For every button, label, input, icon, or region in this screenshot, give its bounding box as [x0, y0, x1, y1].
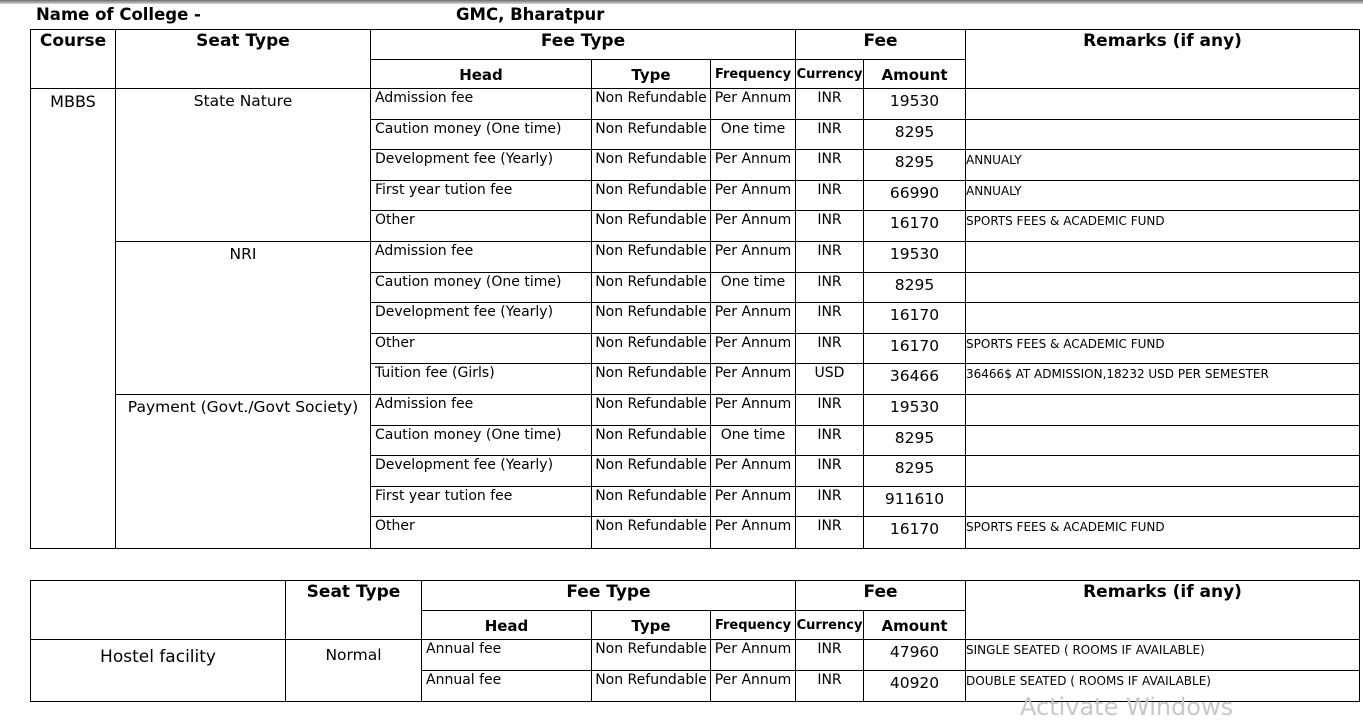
fee-remarks: SINGLE SEATED ( ROOMS IF AVAILABLE) [966, 640, 1360, 671]
fee-refund-type: Non Refundable [592, 640, 711, 671]
fee-frequency: Per Annum [711, 364, 796, 395]
fee-currency: INR [796, 119, 864, 150]
fee-head: Development fee (Yearly) [371, 456, 592, 487]
fee-frequency: Per Annum [711, 241, 796, 272]
hostel-fee-type-header: Fee Type [422, 581, 796, 611]
fee-amount: 36466 [864, 364, 966, 395]
fee-remarks [966, 394, 1360, 425]
table-row [31, 89, 1360, 120]
fee-currency: INR [796, 150, 864, 181]
fee-amount: 16170 [864, 517, 966, 549]
hostel-seat-type-cell: Normal [286, 640, 422, 702]
seat-type-cell: State Nature [116, 89, 371, 242]
fee-amount: 66990 [864, 180, 966, 211]
hostel-blank-header [31, 581, 286, 640]
hostel-fee-header: Fee [796, 581, 966, 611]
fee-currency: INR [796, 333, 864, 364]
hostel-seat-type-header: Seat Type [286, 581, 422, 640]
seat-type-cell: Payment (Govt./Govt Society) [116, 394, 371, 548]
fee-frequency: Per Annum [711, 486, 796, 517]
fee-amount: 16170 [864, 303, 966, 334]
fee-frequency: Per Annum [711, 303, 796, 334]
hostel-head-header: Head [422, 611, 592, 640]
fee-currency: INR [796, 241, 864, 272]
fee-refund-type: Non Refundable [592, 180, 711, 211]
hostel-remarks-header: Remarks (if any) [966, 581, 1360, 640]
fee-head: Development fee (Yearly) [371, 303, 592, 334]
fee-refund-type: Non Refundable [592, 517, 711, 549]
fee-amount: 8295 [864, 425, 966, 456]
fee-amount: 40920 [864, 671, 966, 702]
fee-remarks: 36466$ AT ADMISSION,18232 USD PER SEMESTER [966, 364, 1360, 395]
hostel-fee-table [30, 580, 1360, 702]
fee-remarks: SPORTS FEES & ACADEMIC FUND [966, 517, 1360, 549]
fee-currency: INR [796, 211, 864, 242]
fee-frequency: Per Annum [711, 180, 796, 211]
mbbs-fee-table [30, 29, 1360, 549]
hostel-amount-header: Amount [864, 611, 966, 640]
fee-remarks: DOUBLE SEATED ( ROOMS IF AVAILABLE) [966, 671, 1360, 702]
fee-head: Admission fee [371, 241, 592, 272]
fee-head: Admission fee [371, 394, 592, 425]
fee-frequency: Per Annum [711, 671, 796, 702]
fee-remarks: SPORTS FEES & ACADEMIC FUND [966, 333, 1360, 364]
fee-remarks [966, 241, 1360, 272]
fee-currency: INR [796, 394, 864, 425]
college-name-label: Name of College - [36, 5, 201, 24]
fee-header: Fee [796, 30, 966, 60]
fee-currency: USD [796, 364, 864, 395]
fee-remarks: ANNUALY [966, 150, 1360, 181]
fee-refund-type: Non Refundable [592, 150, 711, 181]
fee-refund-type: Non Refundable [592, 456, 711, 487]
fee-refund-type: Non Refundable [592, 272, 711, 303]
table-row [31, 241, 1360, 272]
fee-remarks [966, 272, 1360, 303]
fee-currency: INR [796, 303, 864, 334]
remarks-header: Remarks (if any) [966, 30, 1360, 89]
fee-amount: 16170 [864, 333, 966, 364]
fee-currency: INR [796, 640, 864, 671]
course-header: Course [31, 30, 116, 89]
fee-refund-type: Non Refundable [592, 333, 711, 364]
fee-amount: 8295 [864, 272, 966, 303]
fee-currency: INR [796, 456, 864, 487]
fee-frequency: Per Annum [711, 394, 796, 425]
fee-frequency: Per Annum [711, 640, 796, 671]
fee-head: Caution money (One time) [371, 425, 592, 456]
fee-head: Tuition fee (Girls) [371, 364, 592, 395]
fee-type-header: Fee Type [371, 30, 796, 60]
frequency-header: Frequency [711, 60, 796, 89]
fee-currency: INR [796, 180, 864, 211]
fee-remarks [966, 456, 1360, 487]
fee-head: Annual fee [422, 671, 592, 702]
fee-remarks [966, 119, 1360, 150]
seat-type-cell: NRI [116, 241, 371, 394]
seat-type-header: Seat Type [116, 30, 371, 89]
fee-head: Annual fee [422, 640, 592, 671]
fee-amount: 19530 [864, 89, 966, 120]
fee-head: Caution money (One time) [371, 119, 592, 150]
fee-head: First year tution fee [371, 180, 592, 211]
mbbs-fee-rows [31, 89, 1360, 549]
fee-refund-type: Non Refundable [592, 119, 711, 150]
fee-head: Other [371, 333, 592, 364]
fee-currency: INR [796, 425, 864, 456]
fee-remarks: ANNUALY [966, 180, 1360, 211]
fee-remarks [966, 89, 1360, 120]
fee-amount: 911610 [864, 486, 966, 517]
fee-refund-type: Non Refundable [592, 671, 711, 702]
fee-frequency: One time [711, 272, 796, 303]
fee-refund-type: Non Refundable [592, 394, 711, 425]
fee-frequency: One time [711, 119, 796, 150]
hostel-frequency-header: Frequency [711, 611, 796, 640]
fee-currency: INR [796, 89, 864, 120]
amount-header: Amount [864, 60, 966, 89]
fee-head: Caution money (One time) [371, 272, 592, 303]
fee-frequency: Per Annum [711, 211, 796, 242]
fee-refund-type: Non Refundable [592, 425, 711, 456]
table-row [31, 640, 1360, 671]
currency-header: Currency [796, 60, 864, 89]
fee-amount: 19530 [864, 241, 966, 272]
college-name-value: GMC, Bharatpur [456, 5, 605, 24]
fee-remarks [966, 303, 1360, 334]
fee-frequency: One time [711, 425, 796, 456]
fee-head: Other [371, 517, 592, 549]
fee-frequency: Per Annum [711, 517, 796, 549]
type-header: Type [592, 60, 711, 89]
fee-head: Admission fee [371, 89, 592, 120]
hostel-currency-header: Currency [796, 611, 864, 640]
fee-amount: 16170 [864, 211, 966, 242]
fee-currency: INR [796, 517, 864, 549]
fee-frequency: Per Annum [711, 150, 796, 181]
fee-refund-type: Non Refundable [592, 486, 711, 517]
fee-refund-type: Non Refundable [592, 211, 711, 242]
fee-refund-type: Non Refundable [592, 241, 711, 272]
fee-amount: 19530 [864, 394, 966, 425]
fee-head: Other [371, 211, 592, 242]
fee-refund-type: Non Refundable [592, 364, 711, 395]
fee-frequency: Per Annum [711, 333, 796, 364]
fee-amount: 8295 [864, 456, 966, 487]
hostel-facility-cell: Hostel facility [31, 640, 286, 702]
table-row [31, 394, 1360, 425]
fee-frequency: Per Annum [711, 456, 796, 487]
fee-amount: 8295 [864, 119, 966, 150]
head-header: Head [371, 60, 592, 89]
fee-amount: 47960 [864, 640, 966, 671]
fee-currency: INR [796, 272, 864, 303]
fee-head: Development fee (Yearly) [371, 150, 592, 181]
course-cell: MBBS [31, 89, 116, 549]
fee-remarks: SPORTS FEES & ACADEMIC FUND [966, 211, 1360, 242]
fee-refund-type: Non Refundable [592, 303, 711, 334]
fee-refund-type: Non Refundable [592, 89, 711, 120]
fee-head: First year tution fee [371, 486, 592, 517]
fee-currency: INR [796, 486, 864, 517]
fee-currency: INR [796, 671, 864, 702]
fee-remarks [966, 425, 1360, 456]
fee-remarks [966, 486, 1360, 517]
activate-windows-watermark: Activate Windows [1020, 693, 1234, 721]
fee-frequency: Per Annum [711, 89, 796, 120]
top-border [0, 0, 1363, 4]
fee-amount: 8295 [864, 150, 966, 181]
hostel-type-header: Type [592, 611, 711, 640]
